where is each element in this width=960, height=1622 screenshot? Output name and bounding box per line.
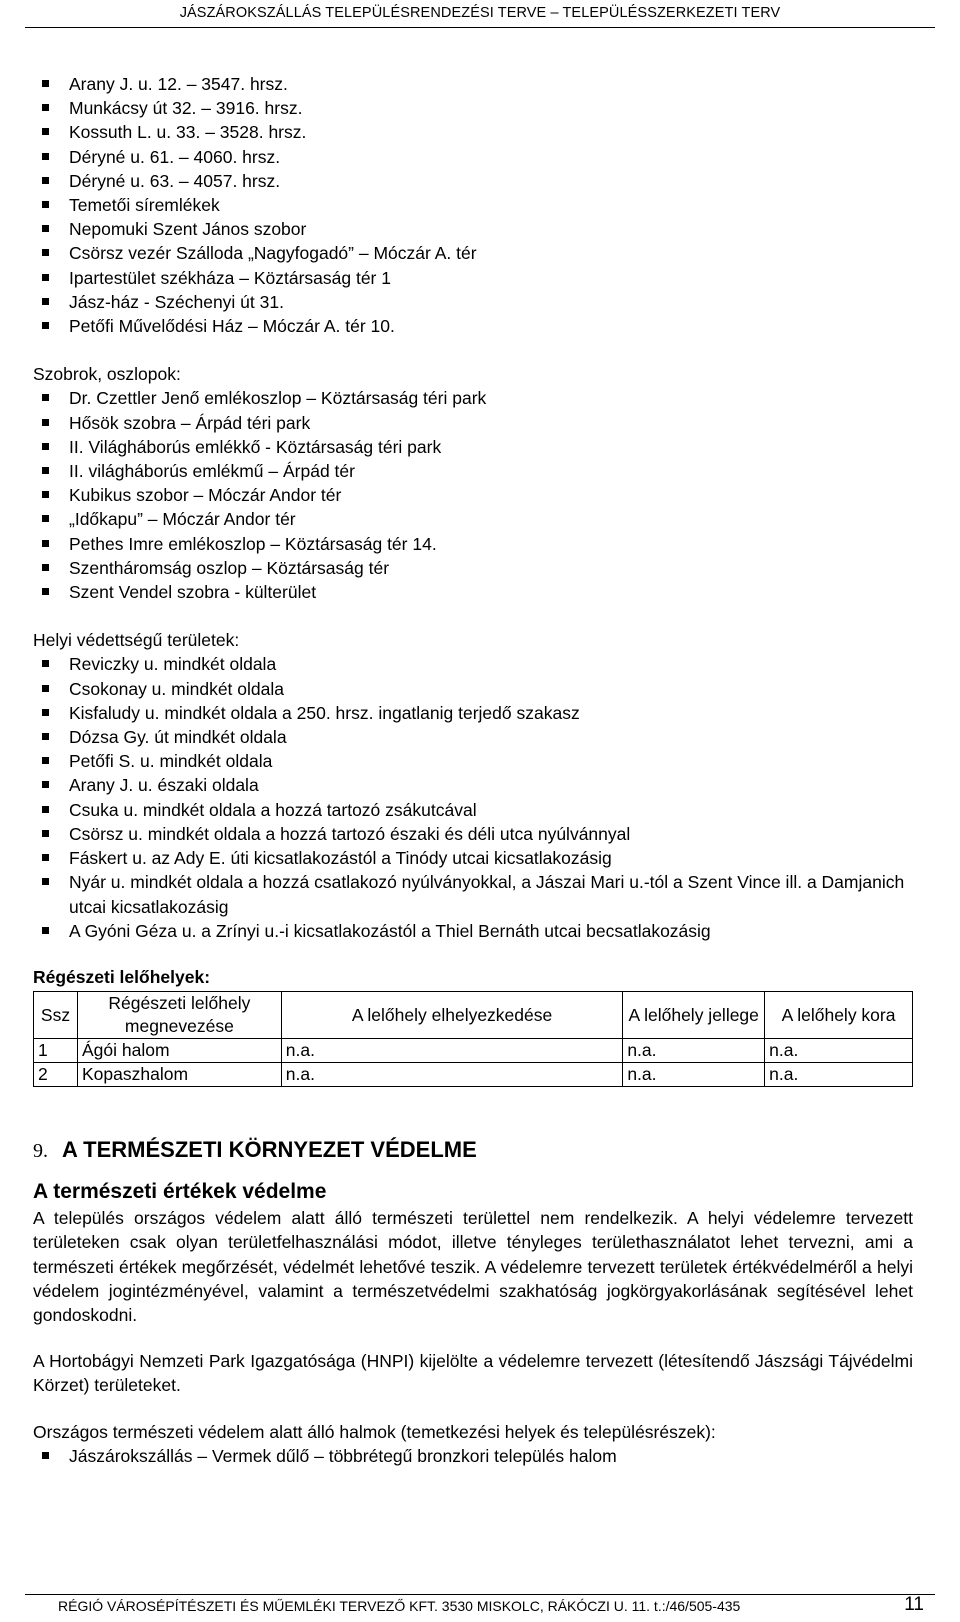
list-item: Csokonay u. mindkét oldala: [33, 677, 913, 701]
list-item: Csörsz vezér Szálloda „Nagyfogadó” – Móczár A. tér: [33, 241, 913, 265]
table-cell: 1: [34, 1039, 78, 1063]
header-rule: [25, 27, 935, 28]
list-item: Kubikus szobor – Móczár Andor tér: [33, 483, 913, 507]
table-cell: n.a.: [765, 1063, 913, 1087]
list-item: Jászárokszállás – Vermek dűlő – többrétegű bronzkori település halom: [33, 1444, 913, 1468]
table-header-row: [34, 992, 913, 1039]
document-body: [33, 72, 913, 1468]
list-item: Szent Vendel szobra - külterület: [33, 580, 913, 604]
table-cell: n.a.: [281, 1063, 623, 1087]
list-item: Jász-ház - Széchenyi út 31.: [33, 290, 913, 314]
archaeology-table: [33, 991, 913, 1087]
table-cell: n.a.: [765, 1039, 913, 1063]
list-item: Munkácsy út 32. – 3916. hrsz.: [33, 96, 913, 120]
table-row: [34, 1039, 913, 1063]
list-item: Hősök szobra – Árpád téri park: [33, 411, 913, 435]
table-header-cell: A lelőhely jellege: [623, 992, 765, 1039]
list-item: Déryné u. 61. – 4060. hrsz.: [33, 145, 913, 169]
table-header-cell: Ssz: [34, 992, 78, 1039]
list-item: Déryné u. 63. – 4057. hrsz.: [33, 169, 913, 193]
section-title: A TERMÉSZETI KÖRNYEZET VÉDELME: [62, 1137, 477, 1163]
monument-list: [33, 72, 913, 338]
archaeology-label: Régészeti lelőhelyek:: [33, 966, 211, 987]
list-item: A Gyóni Géza u. a Zrínyi u.-i kicsatlakozástól a Thiel Bernáth utcai becsatlakozásig: [33, 919, 913, 943]
list-item: Csuka u. mindkét oldala a hozzá tartozó zsákutcával: [33, 798, 913, 822]
table-cell: 2: [34, 1063, 78, 1087]
page-header: JÁSZÁROKSZÁLLÁS TELEPÜLÉSRENDEZÉSI TERVE – TELEPÜLÉSSZERKEZETI TERV: [179, 5, 781, 21]
list-item: Kossuth L. u. 33. – 3528. hrsz.: [33, 120, 913, 144]
table-cell: Ágói halom: [77, 1039, 281, 1063]
table-row: [34, 1063, 913, 1087]
statues-list: [33, 386, 913, 604]
page-number: 11: [904, 1594, 924, 1615]
list-item: Dózsa Gy. út mindkét oldala: [33, 725, 913, 749]
list-item: Arany J. u. 12. – 3547. hrsz.: [33, 72, 913, 96]
list-item: Csörsz u. mindkét oldala a hozzá tartozó északi és déli utca nyúlvánnyal: [33, 822, 913, 846]
list-item: II. Világháborús emlékkő - Köztársaság téri park: [33, 435, 913, 459]
list-item: Petőfi S. u. mindkét oldala: [33, 749, 913, 773]
table-cell: n.a.: [623, 1063, 765, 1087]
list-item: Nyár u. mindkét oldala a hozzá csatlakozó nyúlványokkal, a Jászai Mari u.-tól a Szent Vince ill. a Damjanich utcai kicsatlakozásig: [33, 870, 913, 918]
section-number: 9.: [33, 1140, 48, 1163]
table-header-cell: A lelőhely elhelyezkedése: [281, 992, 623, 1039]
list-item: Fáskert u. az Ady E. úti kicsatlakozástól a Tinódy utcai kicsatlakozásig: [33, 846, 913, 870]
list-item: Petőfi Művelődési Ház – Móczár A. tér 10.: [33, 314, 913, 338]
list-item: Szentháromság oszlop – Köztársaság tér: [33, 556, 913, 580]
table-header-cell: A lelőhely kora: [765, 992, 913, 1039]
list-item: Reviczky u. mindkét oldala: [33, 652, 913, 676]
list-item: Nepomuki Szent János szobor: [33, 217, 913, 241]
list-item: Dr. Czettler Jenő emlékoszlop – Köztársaság téri park: [33, 386, 913, 410]
subsection-heading: A természeti értékek védelme: [33, 1180, 327, 1204]
paragraph: A Hortobágyi Nemzeti Park Igazgatósága (HNPI) kijelölte a védelemre tervezett (létesítendő Jászsági Tájvédelmi Körzet) területeket.: [33, 1351, 913, 1396]
section-heading: [33, 1135, 913, 1166]
list-item: Kisfaludy u. mindkét oldala a 250. hrsz. ingatlanig terjedő szakasz: [33, 701, 913, 725]
paragraph: A település országos védelem alatt álló természeti területtel nem rendelkezik. A helyi védelemre tervezett területeken csak olyan területfelhasználási módot, illetve tényleges területhasználatot lehet tervezni, ami a természeti értékek megőrzését, védelmét lehetővé teszik. A védelemre tervezett területek értékvédelméről a helyi védelem jogintézményével, valamint a természetvédelmi szakhatóság jogkörgyakorlásának segítésével lehet gondoskodni.: [33, 1208, 913, 1325]
table-cell: n.a.: [623, 1039, 765, 1063]
local-protection-list: [33, 652, 913, 942]
list-item: Arany J. u. északi oldala: [33, 773, 913, 797]
table-cell: Kopaszhalom: [77, 1063, 281, 1087]
list-item: Ipartestület székháza – Köztársaság tér 1: [33, 266, 913, 290]
list-item: „Időkapu” – Móczár Andor tér: [33, 507, 913, 531]
statues-label: Szobrok, oszlopok:: [33, 364, 181, 385]
table-header-cell: Régészeti lelőhely megnevezése: [77, 992, 281, 1039]
list-item: Temetői síremlékek: [33, 193, 913, 217]
page-footer: RÉGIÓ VÁROSÉPÍTÉSZETI ÉS MŰEMLÉKI TERVEZŐ KFT. 3530 MISKOLC, RÁKÓCZI U. 11. t.:/46/505-435: [58, 1598, 741, 1614]
footer-rule: [25, 1594, 935, 1595]
local-protection-label: Helyi védettségű területek:: [33, 630, 240, 651]
paragraph: Országos természeti védelem alatt álló halmok (temetkezési helyek és településrészek):: [33, 1421, 716, 1442]
list-item: Pethes Imre emlékoszlop – Köztársaság tér 14.: [33, 532, 913, 556]
mounds-list: [33, 1444, 913, 1468]
table-cell: n.a.: [281, 1039, 623, 1063]
list-item: II. világháborús emlékmű – Árpád tér: [33, 459, 913, 483]
